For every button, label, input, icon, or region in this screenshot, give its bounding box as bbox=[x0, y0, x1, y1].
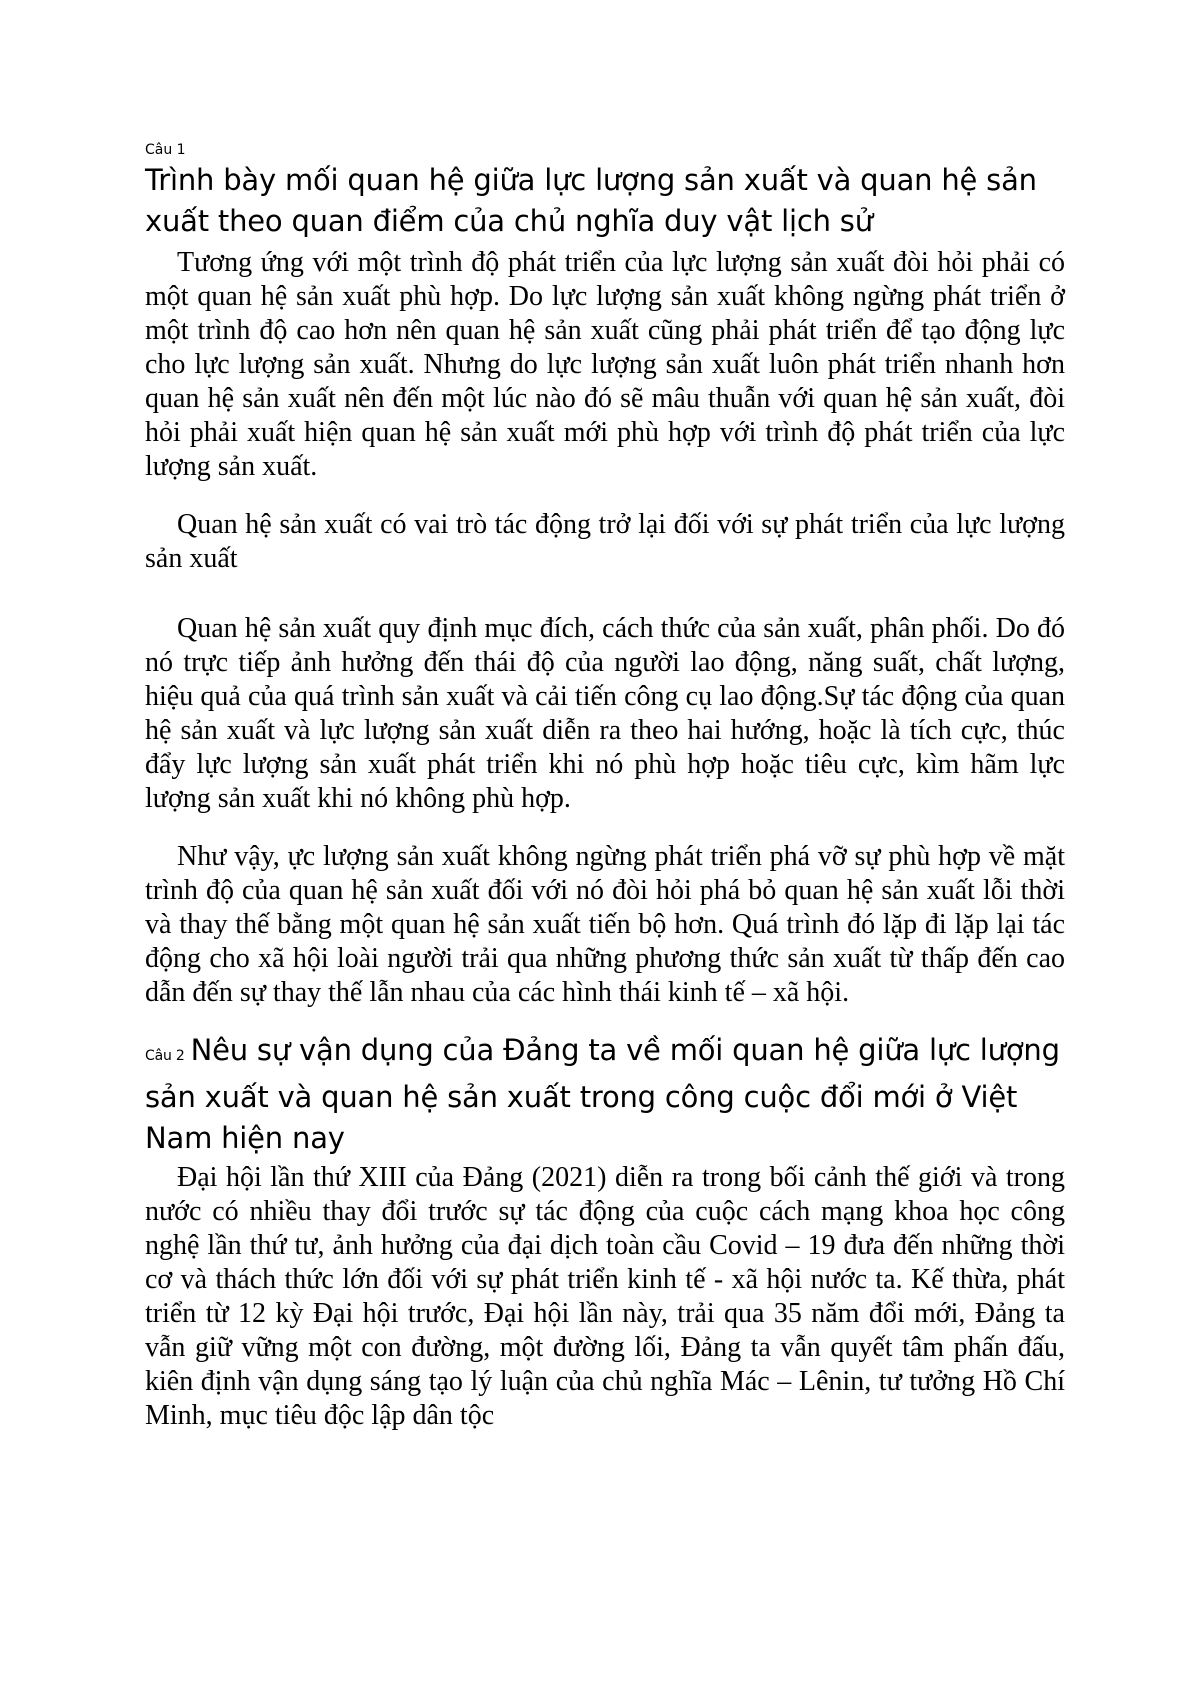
paragraph: Quan hệ sản xuất quy định mục đích, cách thức của sản xuất, phân phối. Do đó nó trực tiếp ảnh hưởng đến thái độ của người lao động, năng suất, chất lượng, hiệu quả của quá trình sản xuất và cải tiến công cụ lao động.Sự tác động của quan hệ sản xuất và lực lượng sản xuất diễn ra theo hai hướng, hoặc là tích cực, thúc đẩy lực lượng sản xuất phát triển khi nó phù hợp hoặc tiêu cực, kìm hãm lực lượng sản xuất khi nó không phù hợp. bbox=[145, 613, 1065, 814]
paragraph: Đại hội lần thứ XIII của Đảng (2021) diễn ra trong bối cảnh thế giới và trong nước có nhiều thay đổi trước sự tác động của cuộc cách mạng khoa học công nghệ lần thứ tư, ảnh hưởng của đại dịch toàn cầu Covid – 19 đưa đến những thời cơ và thách thức lớn đối với sự phát triển kinh tế - xã hội nước ta. Kế thừa, phát triển từ 12 kỳ Đại hội trước, Đại hội lần này, trải qua 35 năm đổi mới, Đảng ta vẫn giữ vững một con đường, một đường lối, Đảng ta vẫn quyết tâm phấn đấu, kiên định vận dụng sáng tạo lý luận của chủ nghĩa Mác – Lênin, tư tưởng Hồ Chí Minh, mục tiêu độc lập dân tộc bbox=[145, 1162, 1065, 1431]
paragraph: Quan hệ sản xuất có vai trò tác động trở lại đối với sự phát triển của lực lượng sản xuất bbox=[145, 509, 1065, 574]
question-1-label: Câu 1 bbox=[145, 142, 186, 158]
question-2-heading-block bbox=[145, 1030, 1065, 1159]
document-page bbox=[145, 140, 1065, 1433]
paragraph: Tương ứng với một trình độ phát triển của lực lượng sản xuất đòi hỏi phải có một quan hệ sản xuất phù hợp. Do lực lượng sản xuất không ngừng phát triển ở một trình độ cao hơn nên quan hệ sản xuất cũng phải phát triển để tạo động lực cho lực lượng sản xuất. Nhưng do lực lượng sản xuất luôn phát triển nhanh hơn quan hệ sản xuất nên đến một lúc nào đó sẽ mâu thuẫn với quan hệ sản xuất, đòi hỏi phải xuất hiện quan hệ sản xuất mới phù hợp với trình độ phát triển của lực lượng sản xuất. bbox=[145, 247, 1065, 482]
question-1-section bbox=[145, 140, 1065, 1010]
question-2-heading: Nêu sự vận dụng của Đảng ta về mối quan hệ giữa lực lượng sản xuất và quan hệ sản xuất trong công cuộc đổi mới ở Việt Nam hiện nay bbox=[145, 1033, 1060, 1155]
question-2-label: Câu 2 bbox=[145, 1048, 185, 1064]
paragraph: Như vậy, ực lượng sản xuất không ngừng phát triển phá vỡ sự phù hợp về mặt trình độ của quan hệ sản xuất đối với nó đòi hỏi phá bỏ quan hệ sản xuất lỗi thời và thay thế bằng một quan hệ sản xuất tiến bộ hơn. Quá trình đó lặp đi lặp lại tác động cho xã hội loài người trải qua những phương thức sản xuất từ thấp đến cao dẫn đến sự thay thế lẫn nhau của các hình thái kinh tế – xã hội. bbox=[145, 841, 1065, 1008]
question-1-heading: Trình bày mối quan hệ giữa lực lượng sản xuất và quan hệ sản xuất theo quan điểm của chủ nghĩa duy vật lịch sử bbox=[145, 163, 1037, 238]
question-2-section bbox=[145, 1030, 1065, 1433]
